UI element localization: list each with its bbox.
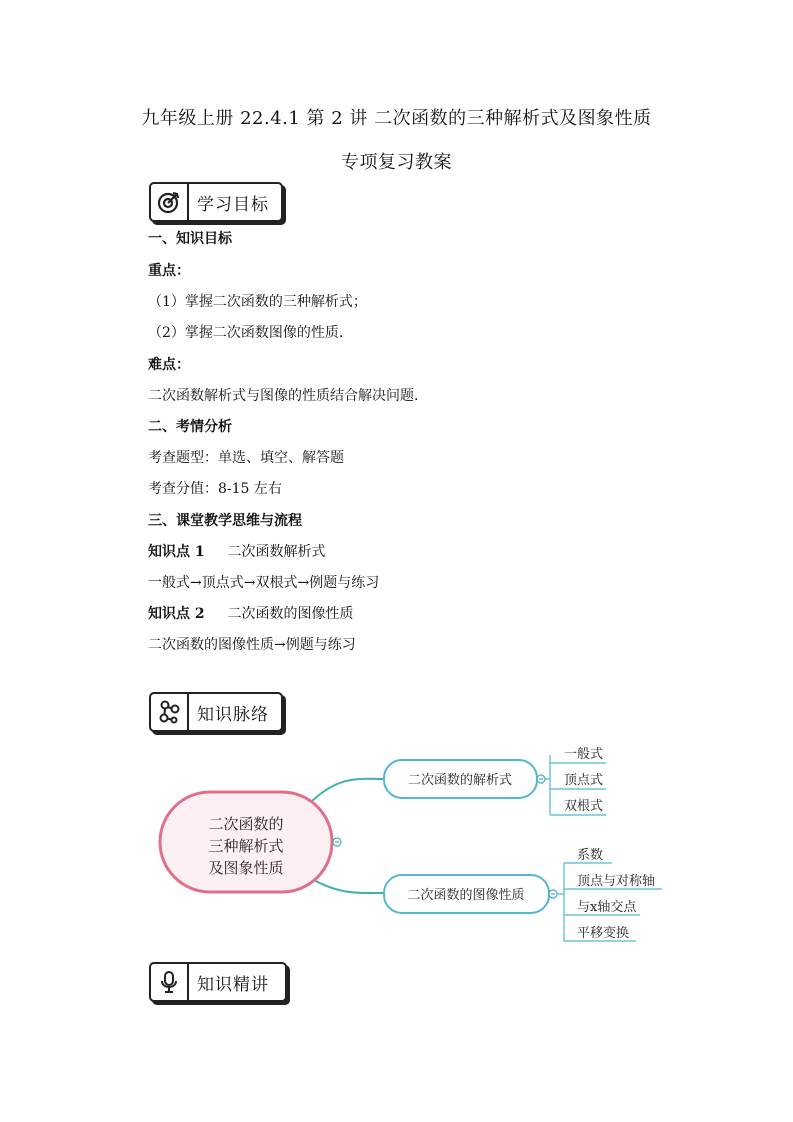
connector-branch1 xyxy=(312,779,384,801)
central-line-2: 三种解析式 xyxy=(208,837,284,855)
branch-label-1: 二次函数的解析式 xyxy=(407,773,513,788)
exam-types: 考查题型：单选、填空、解答题 xyxy=(148,450,344,466)
knowledge-point-title: 二次函数的图像性质 xyxy=(227,606,354,622)
badge-label: 知识精讲 xyxy=(197,975,269,995)
leaf-vertex-axis: 顶点与对称轴 xyxy=(577,874,656,889)
central-line-3: 及图象性质 xyxy=(208,859,284,877)
leaf-x-intercept: 与x轴交点 xyxy=(577,900,637,915)
difficult-points-label: 难点： xyxy=(148,357,190,373)
section-heading: 二、考情分析 xyxy=(148,419,232,435)
knowledge-flow: 二次函数的图像性质→例题与练习 xyxy=(148,637,356,653)
branch-label-2: 二次函数的图像性质 xyxy=(407,888,525,903)
mind-map xyxy=(0,735,793,955)
leaf-vertex-form: 顶点式 xyxy=(564,773,604,788)
key-points-label: 重点： xyxy=(148,263,190,279)
key-point-item: （1）掌握二次函数的三种解析式； xyxy=(148,294,367,310)
microphone-icon xyxy=(151,964,189,1000)
connector-branch2 xyxy=(312,879,384,893)
section-heading: 三、课堂教学思维与流程 xyxy=(148,513,302,529)
knowledge-point-title: 二次函数解析式 xyxy=(227,544,326,560)
knowledge-point-1 xyxy=(148,541,326,561)
badge-label: 知识脉络 xyxy=(197,705,269,725)
knowledge-point-label: 知识点 2 xyxy=(148,606,205,622)
leaf-translation: 平移变换 xyxy=(577,926,630,941)
key-point-item: （2）掌握二次函数图像的性质. xyxy=(148,325,344,341)
section-badge-network xyxy=(149,692,283,732)
section-badge-goals xyxy=(149,182,283,222)
leaf-general-form: 一般式 xyxy=(564,747,604,762)
knowledge-flow: 一般式→顶点式→双根式→例题与练习 xyxy=(148,575,380,591)
central-line-1: 二次函数的 xyxy=(208,815,284,833)
leaf-root-form: 双根式 xyxy=(564,799,604,814)
knowledge-point-2 xyxy=(148,603,354,623)
page-title: 九年级上册 22.4.1 第 2 讲 二次函数的三种解析式及图象性质 xyxy=(141,108,652,129)
knowledge-point-label: 知识点 1 xyxy=(148,544,205,560)
target-icon xyxy=(151,184,189,220)
exam-score: 考查分值：8-15 左右 xyxy=(148,481,282,497)
leaf-coefficient: 系数 xyxy=(577,848,604,863)
badge-label: 学习目标 xyxy=(197,195,269,215)
page-subtitle: 专项复习教案 xyxy=(341,152,452,173)
section-badge-lecture xyxy=(149,962,287,1002)
nodes-icon xyxy=(151,694,189,730)
section-heading: 一、知识目标 xyxy=(148,231,232,247)
difficult-point-text: 二次函数解析式与图像的性质结合解决问题. xyxy=(148,388,419,404)
